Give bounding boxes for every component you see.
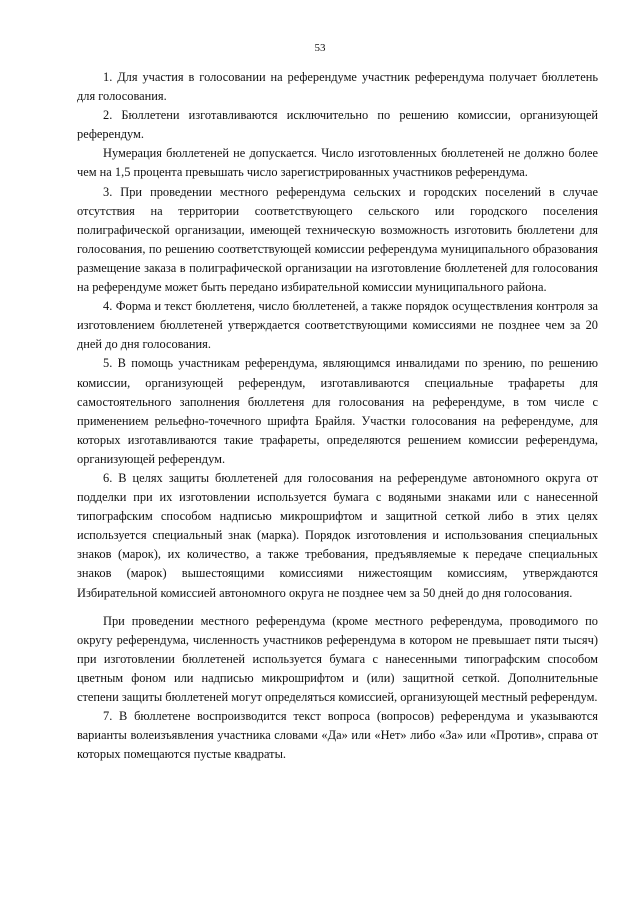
- document-body: [77, 68, 598, 764]
- page-number: 53: [314, 42, 326, 54]
- paragraph: 6. В целях защиты бюллетеней для голосования на референдуме автономного округа от подделки при их изготовлении используется бумага с водяными знаками или с нанесенной типографским способом надписью микрошрифтом и защитной сеткой либо в этих целях используется специальный знак (марка). Порядок изготовления и использования специальных знаков (марок), их количество, а также требования, предъявляемые к передаче специальных знаков (марок) вышестоящими комиссиями нижестоящим комиссиям, утверждаются Избирательной комиссией автономного округа не позднее чем за 50 дней до дня голосования.: [77, 470, 598, 600]
- paragraph: 7. В бюллетене воспроизводится текст вопроса (вопросов) референдума и указываются варианты волеизъявления участника словами «Да» или «Нет» либо «За» или «Против», справа от которых помещаются пустые квадраты.: [77, 709, 598, 762]
- paragraph: Нумерация бюллетеней не допускается. Число изготовленных бюллетеней не должно более чем на 1,5 процента превышать число зарегистрированных участников референдума.: [77, 146, 598, 180]
- paragraph: 1. Для участия в голосовании на референдуме участник референдума получает бюллетень для голосования.: [77, 70, 598, 104]
- paragraph: 2. Бюллетени изготавливаются исключительно по решению комиссии, организующей референдум.: [77, 108, 598, 142]
- paragraph: 5. В помощь участникам референдума, являющимся инвалидами по зрению, по решению комиссии, организующей референдум, изготавливаются специальные трафареты для самостоятельного заполнения бюллетеня для голосования на референдуме, в том числе с применением рельефно-точечного шрифта Брайля. Участки голосования на референдуме, для которых изготавливаются такие трафареты, определяются решением комиссии референдума, организующей референдум.: [77, 356, 598, 466]
- paragraph: 4. Форма и текст бюллетеня, число бюллетеней, а также порядок осуществления контроля за изготовлением бюллетеней утверждается соответствующими комиссиями не позднее чем за 20 дней до дня голосования.: [77, 299, 598, 352]
- paragraph: 3. При проведении местного референдума сельских и городских поселений в случае отсутствия на территории соответствующего сельского или городского поселения полиграфической организации, имеющей техническую возможность изготовить бюллетени для голосования, по решению соответствующей комиссии референдума муниципального образования размещение заказа в полиграфической организации на изготовление бюллетеней для голосования на референдуме может быть передано избирательной комиссии муниципального района.: [77, 184, 598, 295]
- paragraph: При проведении местного референдума (кроме местного референдума, проводимого по округу референдума, численность участников референдума в котором не превышает пяти тысяч) при изготовлении бюллетеней используется бумага с нанесенными типографским способом цветным фоном или надписью микрошрифтом и (или) защитной сеткой. Дополнительные степени защиты бюллетеней могут определяться комиссией, организующей местный референдум.: [77, 613, 598, 704]
